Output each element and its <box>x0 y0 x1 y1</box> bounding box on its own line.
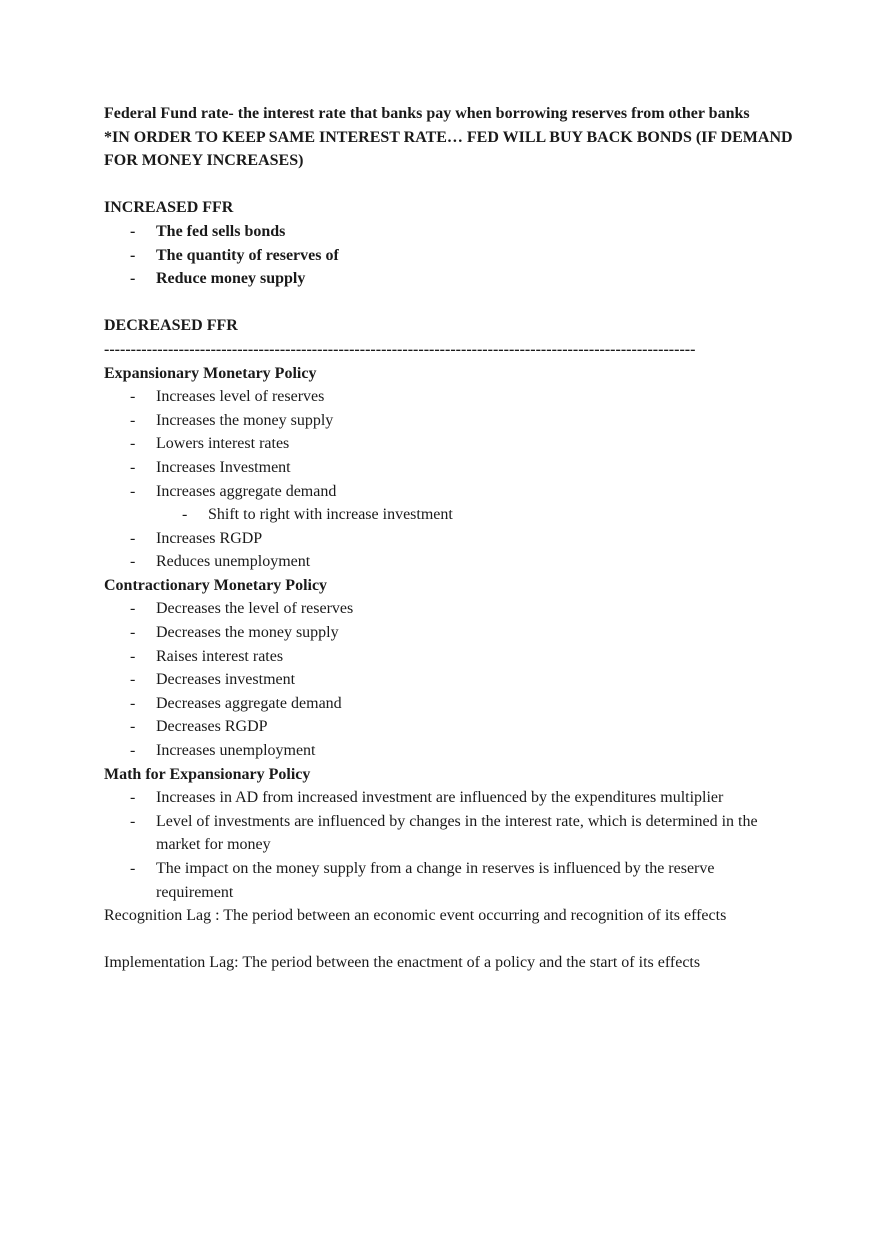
list-item: - Level of investments are influenced by changes in the interest rate, which is determined in the market for money <box>104 810 794 857</box>
implementation-lag: Implementation Lag: The period between the enactment of a policy and the start of its effects <box>104 954 701 972</box>
list-item: - Raises interest rates <box>104 645 794 669</box>
contractionary-heading: Contractionary Monetary Policy <box>104 576 328 594</box>
list-item: - Decreases the level of reserves <box>104 597 794 621</box>
document-page <box>104 102 794 975</box>
expansionary-list <box>104 385 794 503</box>
list-item: - Decreases the money supply <box>104 621 794 645</box>
expansionary-list-continued <box>104 527 794 574</box>
spacer <box>104 173 794 197</box>
list-item: - Lowers interest rates <box>104 432 794 456</box>
math-list <box>104 786 794 904</box>
list-item: - Reduce money supply <box>104 267 794 291</box>
list-item: - Decreases investment <box>104 668 794 692</box>
recognition-lag: Recognition Lag : The period between an economic event occurring and recognition of its effects <box>104 907 727 925</box>
list-item: - Increases the money supply <box>104 409 794 433</box>
decreased-ffr-heading: DECREASED FFR <box>104 317 238 335</box>
expansionary-heading: Expansionary Monetary Policy <box>104 364 317 382</box>
spacer <box>104 291 794 315</box>
list-item: - Decreases RGDP <box>104 715 794 739</box>
list-item: - The quantity of reserves of <box>104 244 794 268</box>
divider-rule: --------------------------------------------------------------------------------------------------------------- <box>104 340 696 358</box>
list-item: - Increases aggregate demand <box>104 480 794 504</box>
ffr-definition: Federal Fund rate- the interest rate that banks pay when borrowing reserves from other banks <box>104 105 750 122</box>
spacer <box>104 928 794 952</box>
sub-list-item: - Shift to right with increase investment <box>104 503 794 527</box>
list-item: - Increases level of reserves <box>104 385 794 409</box>
list-item: - Increases RGDP <box>104 527 794 551</box>
list-item: - The fed sells bonds <box>104 220 794 244</box>
list-item: - Increases Investment <box>104 456 794 480</box>
list-item: - Increases unemployment <box>104 739 794 763</box>
math-heading: Math for Expansionary Policy <box>104 765 311 783</box>
expansionary-sublist <box>104 503 794 527</box>
list-item: - Increases in AD from increased investment are influenced by the expenditures multiplier <box>104 786 794 810</box>
list-item: - The impact on the money supply from a change in reserves is influenced by the reserve requirement <box>104 857 794 904</box>
contractionary-list <box>104 597 794 762</box>
fed-note: *IN ORDER TO KEEP SAME INTEREST RATE… FED WILL BUY BACK BONDS (IF DEMAND FOR MONEY INCREASES) <box>104 128 793 170</box>
list-item: - Reduces unemployment <box>104 550 794 574</box>
increased-ffr-list <box>104 220 794 291</box>
list-item: - Decreases aggregate demand <box>104 692 794 716</box>
increased-ffr-heading: INCREASED FFR <box>104 199 234 217</box>
